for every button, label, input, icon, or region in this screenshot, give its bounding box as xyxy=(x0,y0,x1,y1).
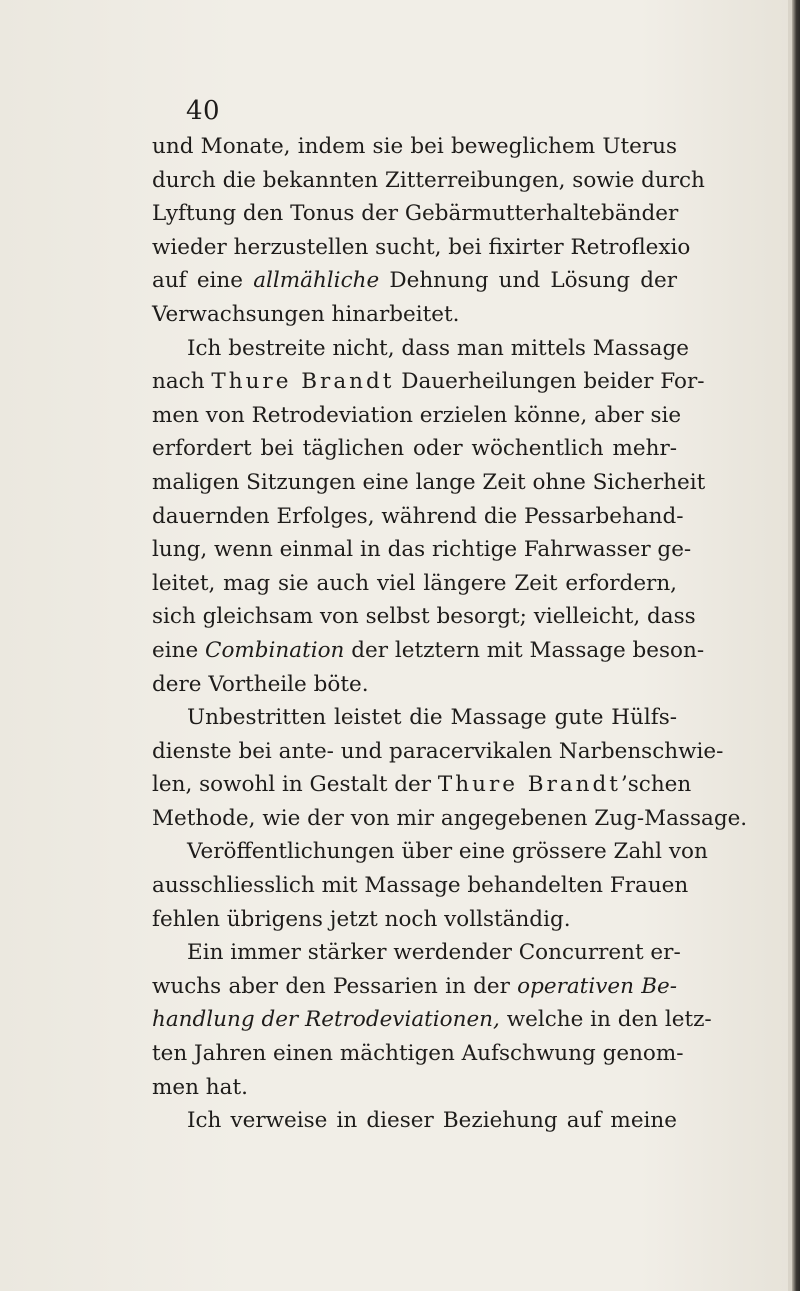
text-line-paragraph-start: Unbestritten leistet die Massage gute Hülfs- xyxy=(187,705,677,731)
text-run: Dehnung und Lösung der xyxy=(379,268,677,294)
text-line xyxy=(152,365,705,399)
text-line: Methode, wie der von mir angegebenen Zug-Massage. xyxy=(152,805,748,831)
text-line: sich gleichsam von selbst besorgt; vielleicht, dass xyxy=(152,604,696,630)
spaced-name: Thure Brandt xyxy=(211,369,395,395)
text-line xyxy=(152,970,677,1004)
emphasis-text: Combination xyxy=(205,637,345,663)
text-line: fehlen übrigens jetzt noch vollständig. xyxy=(152,906,571,932)
text-run: nach xyxy=(152,369,212,395)
emphasis-text: operativen Be- xyxy=(517,973,677,999)
text-run: welche in den letz- xyxy=(499,1007,712,1033)
text-line: ten Jahren einen mächtigen Aufschwung genom- xyxy=(152,1041,684,1067)
text-line-paragraph-start: Ich bestreite nicht, dass man mittels Massage xyxy=(187,335,689,361)
text-run: auf eine xyxy=(152,268,254,294)
text-line: maligen Sitzungen eine lange Zeit ohne Sicherheit xyxy=(152,469,706,495)
text-line: lung, wenn einmal in das richtige Fahrwasser ge- xyxy=(152,537,692,563)
text-line: Verwachsungen hinarbeitet. xyxy=(152,301,460,327)
body-text xyxy=(152,130,748,1138)
text-line: dauernden Erfolges, während die Pessarbehand- xyxy=(152,503,684,529)
text-line: men von Retrodeviation erzielen könne, aber sie xyxy=(152,402,682,428)
text-line xyxy=(152,1003,712,1037)
text-line: erfordert bei täglichen oder wöchentlich mehr- xyxy=(152,436,677,462)
text-line: dere Vortheile böte. xyxy=(152,671,369,697)
text-line: men hat. xyxy=(152,1074,248,1100)
text-run: der letztern mit Massage beson- xyxy=(344,637,705,663)
page-edge xyxy=(792,0,800,1291)
text-run: eine xyxy=(152,637,206,663)
text-line xyxy=(152,634,705,668)
emphasis-text: allmähliche xyxy=(253,268,380,294)
spaced-name: Thure Brandt xyxy=(437,772,621,798)
page-number: 40 xyxy=(186,96,221,126)
text-line: ausschliesslich mit Massage behandelten Frauen xyxy=(152,873,689,899)
text-line: dienste bei ante- und paracervikalen Narbenschwie- xyxy=(152,738,724,764)
text-run: Dauerheilungen beider For- xyxy=(394,369,705,395)
text-line-paragraph-start: Veröffentlichungen über eine grössere Zahl von xyxy=(187,839,708,865)
text-run: ’schen xyxy=(620,772,692,798)
text-line: Lyftung den Tonus der Gebärmutterhaltebänder xyxy=(152,201,679,227)
text-line: durch die bekannten Zitterreibungen, sowie durch xyxy=(152,167,705,193)
text-line-paragraph-start: Ein immer stärker werdender Concurrent er- xyxy=(187,940,681,966)
text-run: wuchs aber den Pessarien in der xyxy=(152,973,518,999)
text-run: len, sowohl in Gestalt der xyxy=(152,772,438,798)
text-line: leitet, mag sie auch viel längere Zeit erfordern, xyxy=(152,570,677,596)
emphasis-text: handlung der Retrodeviationen, xyxy=(152,1007,500,1033)
text-line-paragraph-start: Ich verweise in dieser Beziehung auf meine xyxy=(187,1108,677,1134)
text-line xyxy=(152,768,692,802)
text-line: und Monate, indem sie bei beweglichem Uterus xyxy=(152,134,677,159)
text-line: wieder herzustellen sucht, bei fixirter Retroflexio xyxy=(152,234,691,260)
text-line xyxy=(152,264,677,298)
